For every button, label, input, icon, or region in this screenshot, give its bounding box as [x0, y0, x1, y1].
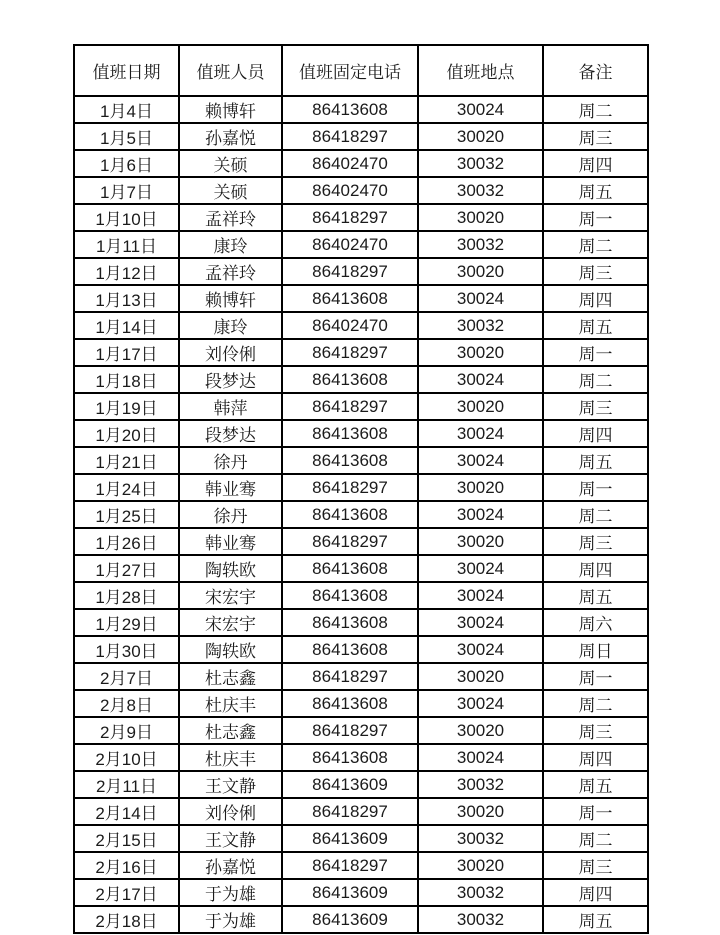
cell-duty-person: 刘伶俐 — [179, 339, 282, 366]
header-duty-phone: 值班固定电话 — [282, 45, 418, 96]
cell-duty-person: 杜庆丰 — [179, 744, 282, 771]
cell-remark: 周三 — [543, 393, 648, 420]
cell-duty-phone: 86413608 — [282, 285, 418, 312]
cell-duty-date: 1月14日 — [74, 312, 179, 339]
cell-duty-location: 30032 — [418, 771, 543, 798]
cell-remark: 周四 — [543, 150, 648, 177]
cell-duty-phone: 86418297 — [282, 339, 418, 366]
cell-remark: 周三 — [543, 258, 648, 285]
cell-duty-person: 宋宏宇 — [179, 609, 282, 636]
cell-remark: 周五 — [543, 312, 648, 339]
cell-duty-person: 杜志鑫 — [179, 663, 282, 690]
cell-duty-location: 30020 — [418, 798, 543, 825]
cell-duty-person: 宋宏宇 — [179, 582, 282, 609]
cell-duty-phone: 86418297 — [282, 528, 418, 555]
cell-duty-person: 韩萍 — [179, 393, 282, 420]
table-row — [74, 312, 648, 339]
table-row — [74, 555, 648, 582]
cell-duty-person: 韩业骞 — [179, 528, 282, 555]
cell-duty-date: 2月10日 — [74, 744, 179, 771]
cell-duty-location: 30020 — [418, 663, 543, 690]
header-remark: 备注 — [543, 45, 648, 96]
cell-duty-date: 1月30日 — [74, 636, 179, 663]
cell-duty-date: 1月25日 — [74, 501, 179, 528]
cell-duty-phone: 86413608 — [282, 555, 418, 582]
cell-duty-location: 30024 — [418, 582, 543, 609]
table-row — [74, 879, 648, 906]
table-row — [74, 717, 648, 744]
cell-duty-person: 段梦达 — [179, 366, 282, 393]
cell-duty-location: 30024 — [418, 447, 543, 474]
cell-duty-person: 于为雄 — [179, 906, 282, 933]
table-row — [74, 177, 648, 204]
cell-duty-date: 1月21日 — [74, 447, 179, 474]
cell-duty-location: 30020 — [418, 474, 543, 501]
cell-duty-date: 1月4日 — [74, 96, 179, 123]
cell-duty-person: 孙嘉悦 — [179, 123, 282, 150]
cell-remark: 周二 — [543, 231, 648, 258]
cell-duty-person: 杜庆丰 — [179, 690, 282, 717]
cell-duty-person: 于为雄 — [179, 879, 282, 906]
cell-duty-phone: 86402470 — [282, 150, 418, 177]
cell-duty-date: 1月26日 — [74, 528, 179, 555]
cell-duty-phone: 86413609 — [282, 825, 418, 852]
cell-duty-location: 30020 — [418, 852, 543, 879]
cell-duty-date: 1月20日 — [74, 420, 179, 447]
table-row — [74, 906, 648, 933]
cell-duty-location: 30032 — [418, 312, 543, 339]
cell-duty-date: 1月13日 — [74, 285, 179, 312]
cell-remark: 周一 — [543, 339, 648, 366]
cell-duty-person: 赖博轩 — [179, 96, 282, 123]
cell-remark: 周三 — [543, 717, 648, 744]
table-row — [74, 366, 648, 393]
cell-duty-phone: 86418297 — [282, 204, 418, 231]
table-row — [74, 420, 648, 447]
cell-duty-location: 30024 — [418, 420, 543, 447]
cell-duty-location: 30024 — [418, 285, 543, 312]
cell-duty-phone: 86413608 — [282, 420, 418, 447]
cell-remark: 周二 — [543, 501, 648, 528]
cell-duty-phone: 86418297 — [282, 123, 418, 150]
cell-duty-person: 徐丹 — [179, 447, 282, 474]
table-row — [74, 204, 648, 231]
table-row — [74, 771, 648, 798]
cell-duty-location: 30032 — [418, 825, 543, 852]
cell-duty-location: 30020 — [418, 528, 543, 555]
cell-duty-date: 2月18日 — [74, 906, 179, 933]
cell-duty-phone: 86413609 — [282, 906, 418, 933]
cell-duty-person: 孟祥玲 — [179, 258, 282, 285]
cell-duty-date: 1月7日 — [74, 177, 179, 204]
cell-remark: 周一 — [543, 204, 648, 231]
cell-remark: 周四 — [543, 555, 648, 582]
cell-duty-location: 30024 — [418, 609, 543, 636]
cell-duty-date: 1月29日 — [74, 609, 179, 636]
cell-duty-location: 30020 — [418, 339, 543, 366]
cell-remark: 周五 — [543, 447, 648, 474]
cell-duty-phone: 86413608 — [282, 447, 418, 474]
cell-remark: 周三 — [543, 852, 648, 879]
cell-duty-person: 关硕 — [179, 150, 282, 177]
cell-duty-person: 孟祥玲 — [179, 204, 282, 231]
table-row — [74, 852, 648, 879]
cell-duty-person: 段梦达 — [179, 420, 282, 447]
cell-remark: 周五 — [543, 177, 648, 204]
table-row — [74, 285, 648, 312]
cell-duty-date: 2月9日 — [74, 717, 179, 744]
cell-duty-person: 康玲 — [179, 231, 282, 258]
table-row — [74, 825, 648, 852]
cell-remark: 周五 — [543, 906, 648, 933]
cell-remark: 周四 — [543, 744, 648, 771]
cell-duty-location: 30032 — [418, 177, 543, 204]
cell-duty-person: 王文静 — [179, 771, 282, 798]
cell-duty-location: 30020 — [418, 393, 543, 420]
table-row — [74, 636, 648, 663]
cell-duty-location: 30024 — [418, 501, 543, 528]
table-row — [74, 150, 648, 177]
cell-duty-date: 1月11日 — [74, 231, 179, 258]
cell-remark: 周二 — [543, 825, 648, 852]
table-row — [74, 798, 648, 825]
cell-duty-phone: 86418297 — [282, 798, 418, 825]
cell-duty-location: 30024 — [418, 636, 543, 663]
duty-schedule-table — [73, 44, 649, 934]
cell-duty-date: 1月17日 — [74, 339, 179, 366]
cell-duty-location: 30024 — [418, 744, 543, 771]
cell-duty-phone: 86413608 — [282, 366, 418, 393]
cell-duty-location: 30032 — [418, 879, 543, 906]
cell-remark: 周五 — [543, 582, 648, 609]
table-row — [74, 582, 648, 609]
cell-duty-date: 1月19日 — [74, 393, 179, 420]
cell-duty-location: 30020 — [418, 204, 543, 231]
cell-duty-phone: 86413609 — [282, 879, 418, 906]
cell-remark: 周二 — [543, 690, 648, 717]
cell-remark: 周六 — [543, 609, 648, 636]
cell-duty-phone: 86413608 — [282, 501, 418, 528]
cell-remark: 周四 — [543, 285, 648, 312]
cell-duty-person: 王文静 — [179, 825, 282, 852]
cell-duty-date: 2月8日 — [74, 690, 179, 717]
cell-duty-phone: 86413609 — [282, 771, 418, 798]
cell-duty-phone: 86413608 — [282, 744, 418, 771]
cell-duty-person: 刘伶俐 — [179, 798, 282, 825]
cell-duty-location: 30024 — [418, 555, 543, 582]
cell-duty-location: 30020 — [418, 258, 543, 285]
table-header — [74, 45, 648, 96]
cell-duty-date: 1月27日 — [74, 555, 179, 582]
table-row — [74, 123, 648, 150]
header-duty-location: 值班地点 — [418, 45, 543, 96]
cell-duty-date: 2月17日 — [74, 879, 179, 906]
cell-duty-phone: 86402470 — [282, 231, 418, 258]
table-row — [74, 609, 648, 636]
cell-duty-person: 孙嘉悦 — [179, 852, 282, 879]
cell-duty-phone: 86418297 — [282, 852, 418, 879]
table-row — [74, 744, 648, 771]
cell-duty-location: 30032 — [418, 150, 543, 177]
table-row — [74, 690, 648, 717]
cell-remark: 周五 — [543, 771, 648, 798]
header-row — [74, 45, 648, 96]
cell-remark: 周一 — [543, 798, 648, 825]
cell-duty-phone: 86413608 — [282, 690, 418, 717]
cell-duty-person: 陶轶欧 — [179, 555, 282, 582]
cell-duty-phone: 86418297 — [282, 393, 418, 420]
cell-remark: 周日 — [543, 636, 648, 663]
table-row — [74, 231, 648, 258]
cell-remark: 周四 — [543, 879, 648, 906]
table-body — [74, 96, 648, 933]
table-row — [74, 258, 648, 285]
cell-duty-location: 30024 — [418, 96, 543, 123]
cell-duty-phone: 86413608 — [282, 96, 418, 123]
cell-duty-date: 2月11日 — [74, 771, 179, 798]
table-row — [74, 393, 648, 420]
cell-remark: 周三 — [543, 528, 648, 555]
cell-duty-location: 30032 — [418, 906, 543, 933]
cell-duty-person: 徐丹 — [179, 501, 282, 528]
cell-remark: 周二 — [543, 96, 648, 123]
cell-duty-date: 1月5日 — [74, 123, 179, 150]
table-row — [74, 501, 648, 528]
cell-duty-location: 30020 — [418, 123, 543, 150]
table-row — [74, 339, 648, 366]
table-row — [74, 474, 648, 501]
cell-duty-date: 1月24日 — [74, 474, 179, 501]
cell-duty-phone: 86413608 — [282, 636, 418, 663]
cell-duty-location: 30024 — [418, 690, 543, 717]
cell-remark: 周四 — [543, 420, 648, 447]
cell-duty-date: 1月18日 — [74, 366, 179, 393]
header-duty-date: 值班日期 — [74, 45, 179, 96]
cell-duty-person: 陶轶欧 — [179, 636, 282, 663]
cell-remark: 周三 — [543, 123, 648, 150]
cell-duty-person: 韩业骞 — [179, 474, 282, 501]
cell-duty-date: 1月6日 — [74, 150, 179, 177]
cell-duty-phone: 86413608 — [282, 609, 418, 636]
table-row — [74, 96, 648, 123]
table-row — [74, 447, 648, 474]
header-duty-person: 值班人员 — [179, 45, 282, 96]
cell-duty-date: 2月14日 — [74, 798, 179, 825]
cell-duty-location: 30032 — [418, 231, 543, 258]
cell-duty-person: 杜志鑫 — [179, 717, 282, 744]
cell-remark: 周一 — [543, 663, 648, 690]
table-row — [74, 528, 648, 555]
cell-duty-date: 2月15日 — [74, 825, 179, 852]
cell-duty-phone: 86402470 — [282, 177, 418, 204]
cell-duty-phone: 86418297 — [282, 717, 418, 744]
cell-duty-person: 赖博轩 — [179, 285, 282, 312]
cell-duty-date: 1月10日 — [74, 204, 179, 231]
cell-duty-date: 2月16日 — [74, 852, 179, 879]
cell-duty-phone: 86418297 — [282, 258, 418, 285]
cell-duty-date: 1月28日 — [74, 582, 179, 609]
cell-duty-phone: 86418297 — [282, 474, 418, 501]
cell-duty-date: 1月12日 — [74, 258, 179, 285]
cell-remark: 周一 — [543, 474, 648, 501]
cell-duty-phone: 86413608 — [282, 582, 418, 609]
table-row — [74, 663, 648, 690]
cell-duty-location: 30024 — [418, 366, 543, 393]
cell-duty-phone: 86418297 — [282, 663, 418, 690]
cell-duty-person: 关硕 — [179, 177, 282, 204]
cell-remark: 周二 — [543, 366, 648, 393]
cell-duty-phone: 86402470 — [282, 312, 418, 339]
cell-duty-location: 30020 — [418, 717, 543, 744]
cell-duty-date: 2月7日 — [74, 663, 179, 690]
cell-duty-person: 康玲 — [179, 312, 282, 339]
